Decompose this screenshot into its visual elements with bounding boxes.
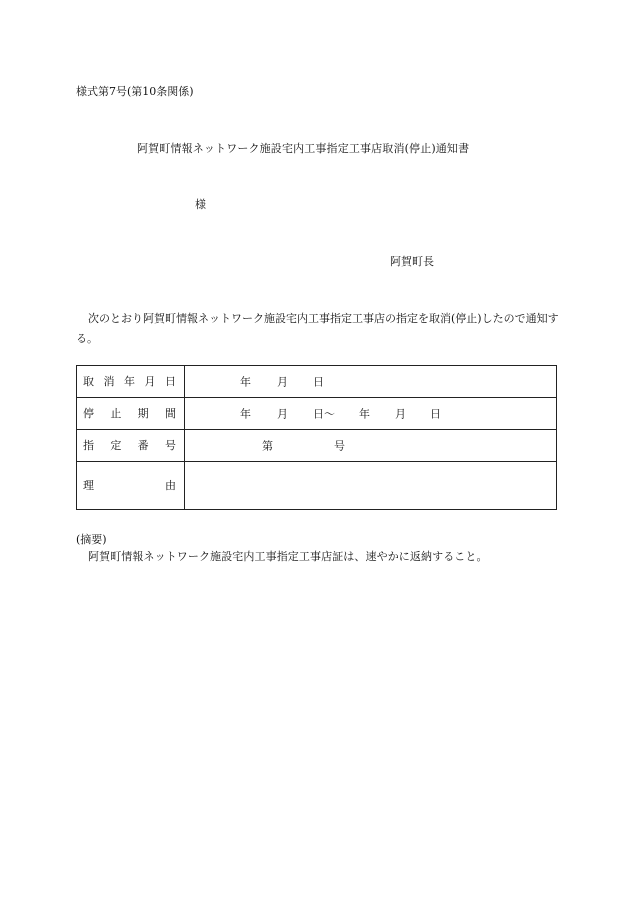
label-char: 由 bbox=[165, 478, 176, 492]
start-year-mark: 年 bbox=[240, 406, 251, 420]
date-month-mark: 月 bbox=[277, 374, 288, 388]
notice-table bbox=[76, 365, 557, 510]
row-label-designation-number bbox=[77, 439, 184, 452]
start-month-mark: 月 bbox=[277, 406, 288, 420]
date-year-mark: 年 bbox=[240, 374, 251, 388]
issuer-name: 阿賀町長 bbox=[390, 255, 434, 268]
value-cell bbox=[185, 366, 557, 398]
label-char: 号 bbox=[164, 438, 176, 452]
document-title: 阿賀町情報ネットワーク施設宅内工事指定工事店取消(停止)通知書 bbox=[137, 142, 470, 155]
end-day-mark: 日 bbox=[430, 406, 441, 420]
label-char: 消 bbox=[103, 374, 115, 388]
label-cell bbox=[77, 430, 185, 462]
label-char: 年 bbox=[124, 374, 135, 388]
body-text: 次のとおり阿賀町情報ネットワーク施設宅内工事指定工事店の指定を取消(停止)したので通知する。 bbox=[76, 312, 559, 345]
date-day-mark: 日 bbox=[313, 374, 324, 388]
summary-text: 阿賀町情報ネットワーク施設宅内工事指定工事店証は、速やかに返納すること。 bbox=[88, 550, 488, 563]
addressee-suffix: 様 bbox=[195, 198, 206, 211]
row-label-reason bbox=[77, 479, 184, 492]
label-cell bbox=[77, 366, 185, 398]
form-number: 様式第7号(第10条関係) bbox=[76, 85, 194, 98]
label-char: 期 bbox=[137, 406, 149, 420]
label-char: 理 bbox=[83, 478, 94, 492]
label-char: 番 bbox=[137, 438, 149, 452]
reason-value-cell bbox=[185, 462, 557, 510]
label-char: 間 bbox=[164, 406, 176, 420]
suspension-period-value bbox=[185, 398, 556, 429]
label-char: 月 bbox=[144, 374, 156, 388]
label-char: 定 bbox=[110, 438, 122, 452]
label-cell bbox=[77, 462, 185, 510]
table-row-suspension-period bbox=[77, 398, 557, 430]
number-prefix-mark: 第 bbox=[262, 438, 273, 452]
table-row-designation-number bbox=[77, 430, 557, 462]
label-char: 取 bbox=[83, 374, 94, 388]
value-cell bbox=[185, 430, 557, 462]
table-row-cancellation-date bbox=[77, 366, 557, 398]
label-char: 止 bbox=[110, 406, 122, 420]
row-label-suspension-period bbox=[77, 407, 184, 420]
label-char: 日 bbox=[165, 374, 176, 388]
summary-heading: (摘要) bbox=[76, 533, 107, 546]
end-month-mark: 月 bbox=[395, 406, 406, 420]
designation-number-value bbox=[185, 430, 556, 461]
end-year-mark: 年 bbox=[359, 406, 370, 420]
label-char: 指 bbox=[83, 438, 94, 452]
number-suffix-mark: 号 bbox=[334, 438, 345, 452]
label-cell bbox=[77, 398, 185, 430]
row-label-cancellation-date bbox=[77, 375, 184, 388]
start-day-mark: 日〜 bbox=[313, 406, 335, 420]
cancellation-date-value bbox=[185, 366, 556, 397]
label-char: 停 bbox=[83, 406, 94, 420]
table-row-reason bbox=[77, 462, 557, 510]
value-cell bbox=[185, 398, 557, 430]
